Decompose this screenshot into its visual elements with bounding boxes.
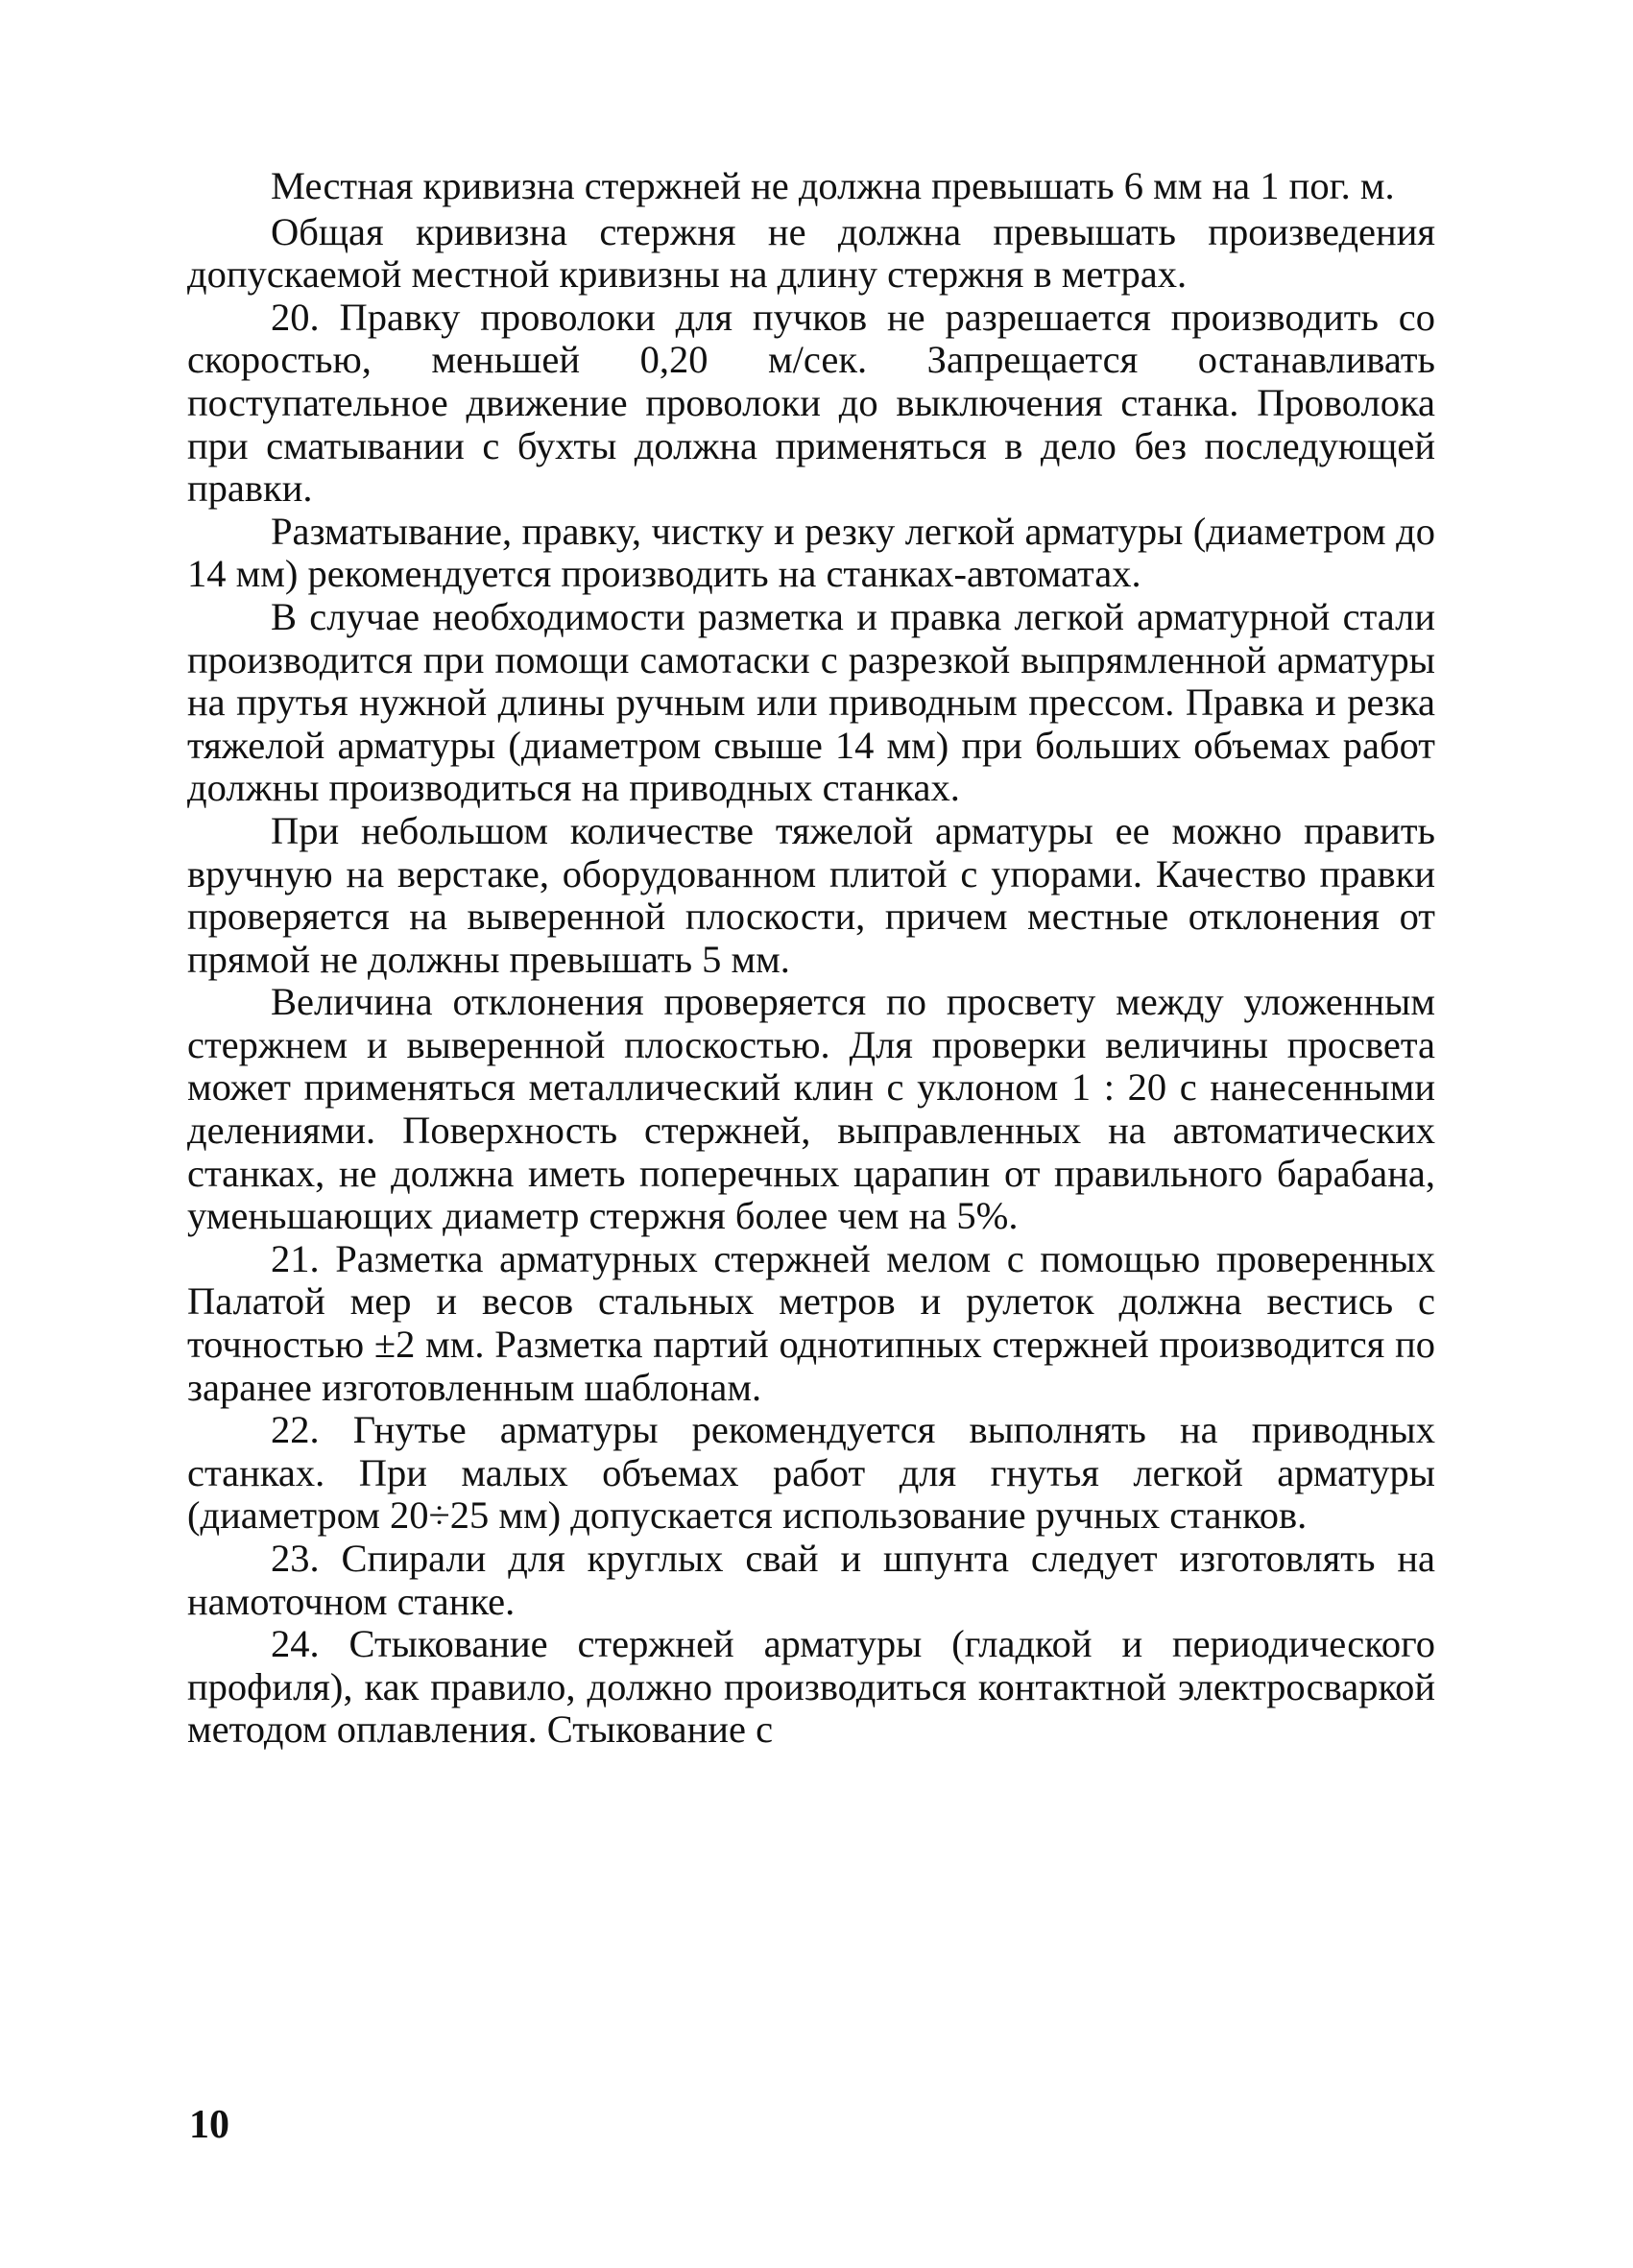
paragraph: Общая кривизна стержня не должна превышать произведения допускаемой местной кривизны на длину стержня в метрах. <box>187 209 1435 297</box>
page-body <box>187 165 1435 1752</box>
paragraph: Разматывание, правку, чистку и резку легкой арматуры (диаметром до 14 мм) рекомендуется производить на станках-автоматах. <box>187 509 1435 596</box>
paragraph: 23. Спирали для круглых свай и шпунта следует изготовлять на намоточном станке. <box>187 1537 1435 1623</box>
paragraph: Величина отклонения проверяется по просвету между уложенным стержнем и выверенной плоскостью. Для проверки величины просвета может применяться металлический клин с уклоном 1 : 20 с нанесенными делениями. Поверхность стержней, выправленных на автоматических станках, не должна иметь поперечных царапин от правильного барабана, уменьшающих диаметр стержня более чем на 5%. <box>187 980 1435 1238</box>
paragraph: В случае необходимости разметка и правка легкой арматурной стали производится при помощи самотаски с разрезкой выпрямленной арматуры на прутья нужной длины ручным или приводным прессом. Правка и резка тяжелой арматуры (диаметром свыше 14 мм) при больших объемах работ должны производиться на приводных станках. <box>187 594 1435 810</box>
page-number: 10 <box>189 2103 229 2147</box>
paragraph: 22. Гнутье арматуры рекомендуется выполнять на приводных станках. При малых объемах работ для гнутья легкой арматуры (диаметром 20÷25 мм) допускается использование ручных станков. <box>187 1408 1435 1538</box>
paragraph: 20. Правку проволоки для пучков не разрешается производить со скоростью, меньшей 0,20 м/сек. Запрещается останавливать поступательное движение проволоки до выключения станка. Проволока при сматывании с бухты должна применяться в дело без последующей правки. <box>187 295 1435 511</box>
paragraph: Местная кривизна стержней не должна превышать 6 мм на 1 пог. м. <box>271 164 1395 207</box>
paragraph: 24. Стыкование стержней арматуры (гладкой и периодического профиля), как правило, должно производиться контактной электросваркой методом оплавления. Стыкование с <box>187 1622 1435 1752</box>
paragraph: 21. Разметка арматурных стержней мелом с помощью проверенных Палатой мер и весов стальных метров и рулеток должна вестись с точностью ±2 мм. Разметка партий однотипных стержней производится по заранее изготовленным шаблонам. <box>187 1236 1435 1409</box>
paragraph: При небольшом количестве тяжелой арматуры ее можно править вручную на верстаке, оборудованном плитой с упорами. Качество правки проверяется на выверенной плоскости, причем местные отклонения от прямой не должны превышать 5 мм. <box>187 808 1435 981</box>
